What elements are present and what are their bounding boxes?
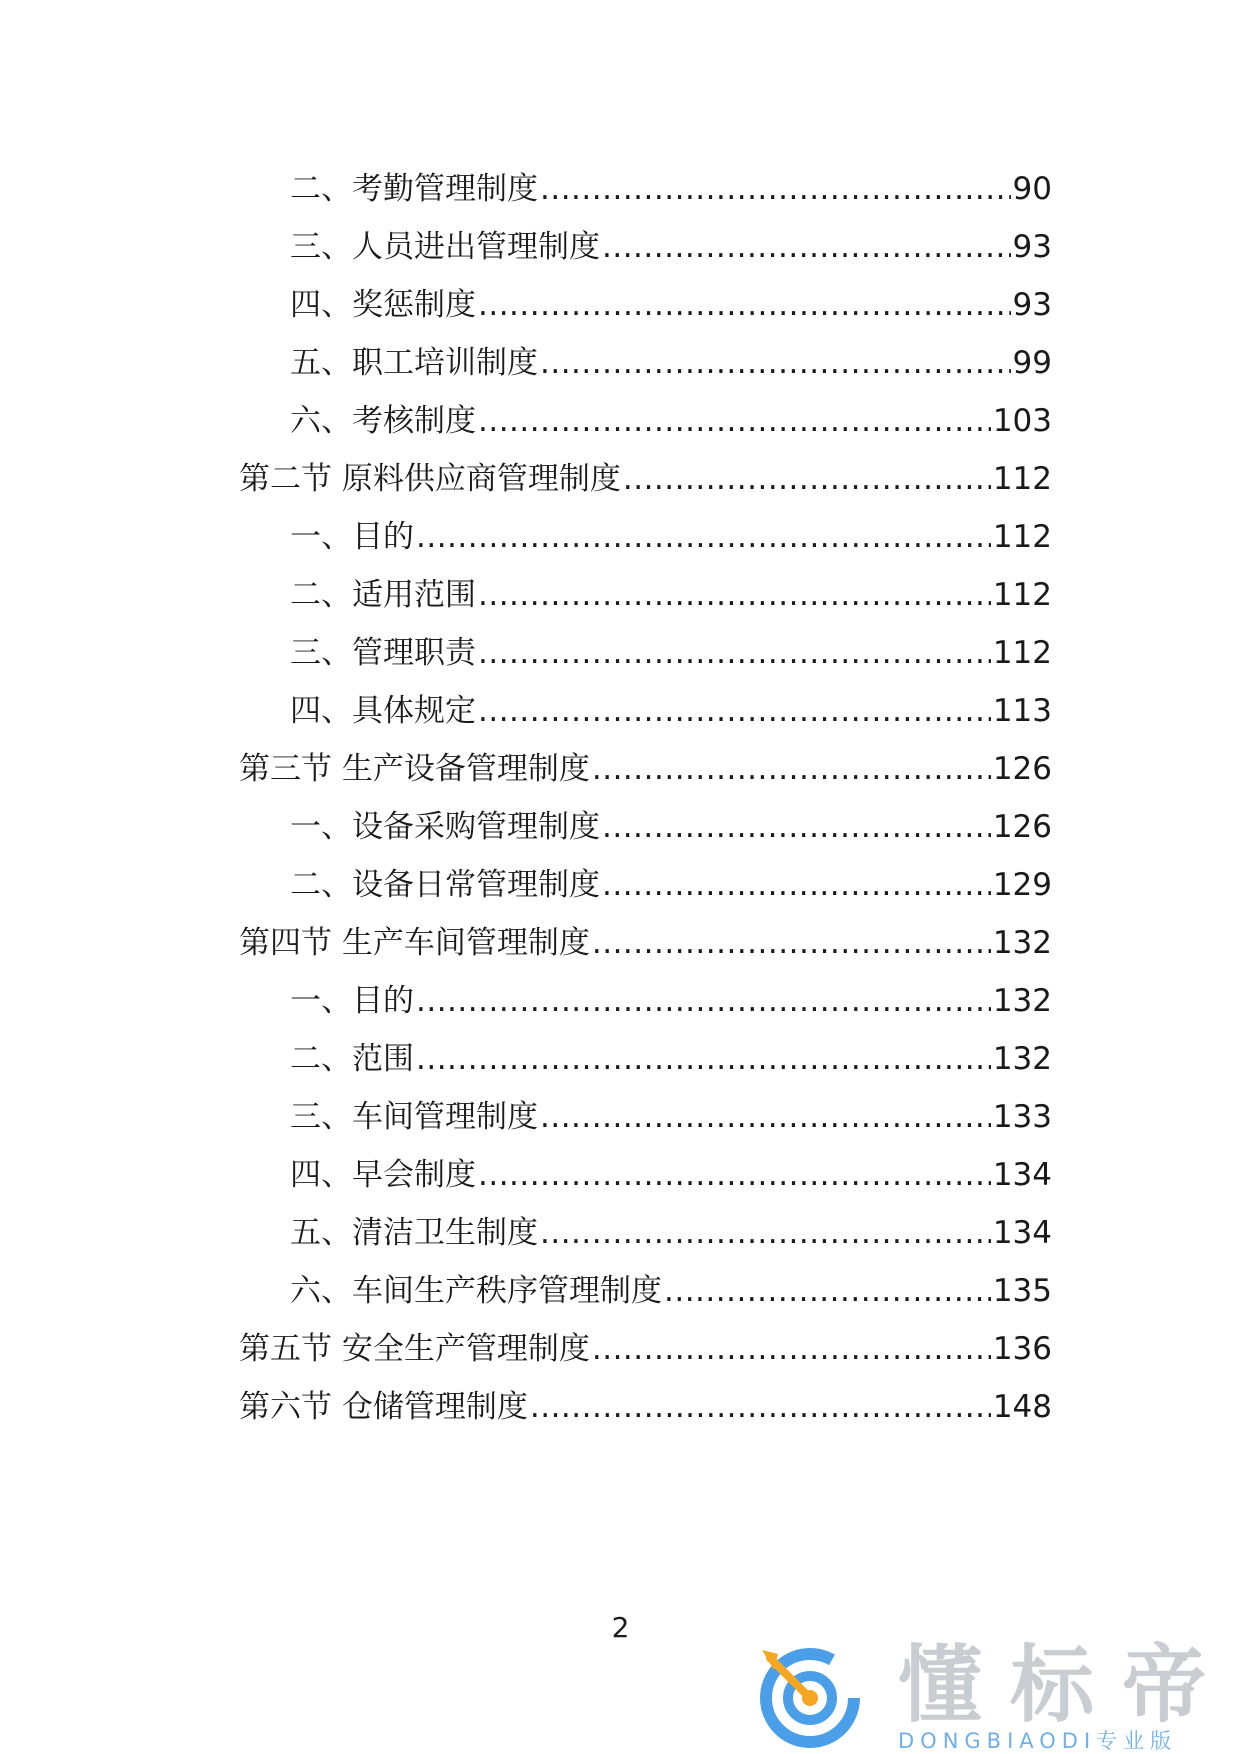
toc-entry[interactable]	[290, 285, 1052, 325]
toc-entry[interactable]	[290, 807, 1052, 847]
toc-entry-page: 136	[992, 1331, 1052, 1367]
toc-entry-title: 一、目的	[290, 519, 414, 555]
toc-dot-leader	[623, 459, 991, 499]
toc-dot-leader	[478, 575, 991, 615]
toc-entry[interactable]	[290, 981, 1052, 1021]
toc-entry[interactable]	[290, 1155, 1052, 1195]
toc-entry-title: 三、车间管理制度	[290, 1099, 538, 1135]
toc-dot-leader	[416, 1039, 991, 1079]
toc-dot-leader	[540, 169, 1011, 209]
toc-entry[interactable]	[290, 1213, 1052, 1253]
toc-entry-page: 112	[992, 461, 1052, 497]
toc-entry-page: 113	[992, 693, 1052, 729]
toc-entry[interactable]	[239, 749, 1052, 789]
toc-dot-leader	[478, 285, 1011, 325]
toc-entry-page: 112	[992, 635, 1052, 671]
toc-entry-title: 一、设备采购管理制度	[290, 809, 600, 845]
watermark	[748, 1636, 1235, 1754]
toc-entry-page: 148	[992, 1389, 1052, 1425]
toc-entry[interactable]	[290, 865, 1052, 905]
toc-dot-leader	[664, 1271, 991, 1311]
toc-entry-page: 134	[992, 1157, 1052, 1193]
toc-dot-leader	[416, 981, 991, 1021]
toc-entry-page: 132	[992, 925, 1052, 961]
toc-entry-page: 90	[1012, 171, 1052, 207]
toc-entry-title: 三、管理职责	[290, 635, 476, 671]
toc-entry-page: 112	[992, 577, 1052, 613]
toc-entry-page: 132	[992, 983, 1052, 1019]
toc-entry[interactable]	[290, 575, 1052, 615]
toc-dot-leader	[416, 517, 991, 557]
toc-entry[interactable]	[239, 1387, 1052, 1427]
toc-entry-page: 112	[992, 519, 1052, 555]
toc-dot-leader	[592, 1329, 991, 1369]
toc-entry-page: 134	[992, 1215, 1052, 1251]
toc-entry-page: 129	[992, 867, 1052, 903]
toc-entry[interactable]	[290, 227, 1052, 267]
toc-entry-page: 133	[992, 1099, 1052, 1135]
toc-entry-title: 第五节 安全生产管理制度	[239, 1331, 590, 1367]
toc-entry[interactable]	[290, 1271, 1052, 1311]
toc-entry-page: 132	[992, 1041, 1052, 1077]
toc-entry[interactable]	[290, 169, 1052, 209]
toc-entry-title: 四、早会制度	[290, 1157, 476, 1193]
toc-entry-page: 126	[992, 751, 1052, 787]
toc-entry-page: 99	[1012, 345, 1052, 381]
toc-entry-title: 第六节 仓储管理制度	[239, 1389, 528, 1425]
toc-dot-leader	[602, 227, 1011, 267]
toc-dot-leader	[478, 691, 991, 731]
toc-entry-page: 126	[992, 809, 1052, 845]
page-number: 2	[611, 1611, 630, 1644]
toc-entry-page: 103	[992, 403, 1052, 439]
toc-entry-page: 93	[1012, 287, 1052, 323]
toc-dot-leader	[540, 343, 1011, 383]
toc-entry-title: 六、车间生产秩序管理制度	[290, 1273, 662, 1309]
toc-dot-leader	[592, 923, 991, 963]
target-logo-icon	[748, 1640, 868, 1750]
toc-entry-title: 五、职工培训制度	[290, 345, 538, 381]
toc-entry-title: 三、人员进出管理制度	[290, 229, 600, 265]
toc-entry-title: 一、目的	[290, 983, 414, 1019]
toc-dot-leader	[530, 1387, 991, 1427]
watermark-subtitle: DONGBIAODI专业版	[898, 1729, 1178, 1753]
toc-entry-title: 第二节 原料供应商管理制度	[239, 461, 621, 497]
toc-dot-leader	[602, 807, 991, 847]
toc-entry[interactable]	[290, 691, 1052, 731]
toc-dot-leader	[478, 1155, 991, 1195]
toc-entry-title: 五、清洁卫生制度	[290, 1215, 538, 1251]
toc-entry-page: 135	[992, 1273, 1052, 1309]
toc-dot-leader	[602, 865, 991, 905]
toc-entry-title: 四、奖惩制度	[290, 287, 476, 323]
toc-dot-leader	[592, 749, 991, 789]
toc-entry[interactable]	[290, 1039, 1052, 1079]
watermark-brand: 懂标帝	[898, 1636, 1235, 1734]
toc-entry[interactable]	[290, 343, 1052, 383]
toc-dot-leader	[540, 1213, 991, 1253]
toc-entry[interactable]	[290, 401, 1052, 441]
toc-entry-title: 二、适用范围	[290, 577, 476, 613]
toc-entry[interactable]	[239, 1329, 1052, 1369]
toc-entry-title: 六、考核制度	[290, 403, 476, 439]
toc-entry-title: 第三节 生产设备管理制度	[239, 751, 590, 787]
toc-entry[interactable]	[239, 923, 1052, 963]
toc-dot-leader	[478, 401, 991, 441]
toc-dot-leader	[478, 633, 991, 673]
toc-entry-title: 四、具体规定	[290, 693, 476, 729]
toc-entry[interactable]	[290, 633, 1052, 673]
toc-entry-title: 二、考勤管理制度	[290, 171, 538, 207]
toc-entry[interactable]	[239, 459, 1052, 499]
toc-entry-title: 第四节 生产车间管理制度	[239, 925, 590, 961]
toc-dot-leader	[540, 1097, 991, 1137]
toc-entry[interactable]	[290, 517, 1052, 557]
toc-entry-title: 二、设备日常管理制度	[290, 867, 600, 903]
toc-entry-page: 93	[1012, 229, 1052, 265]
toc-entry-title: 二、范围	[290, 1041, 414, 1077]
toc-entry[interactable]	[290, 1097, 1052, 1137]
